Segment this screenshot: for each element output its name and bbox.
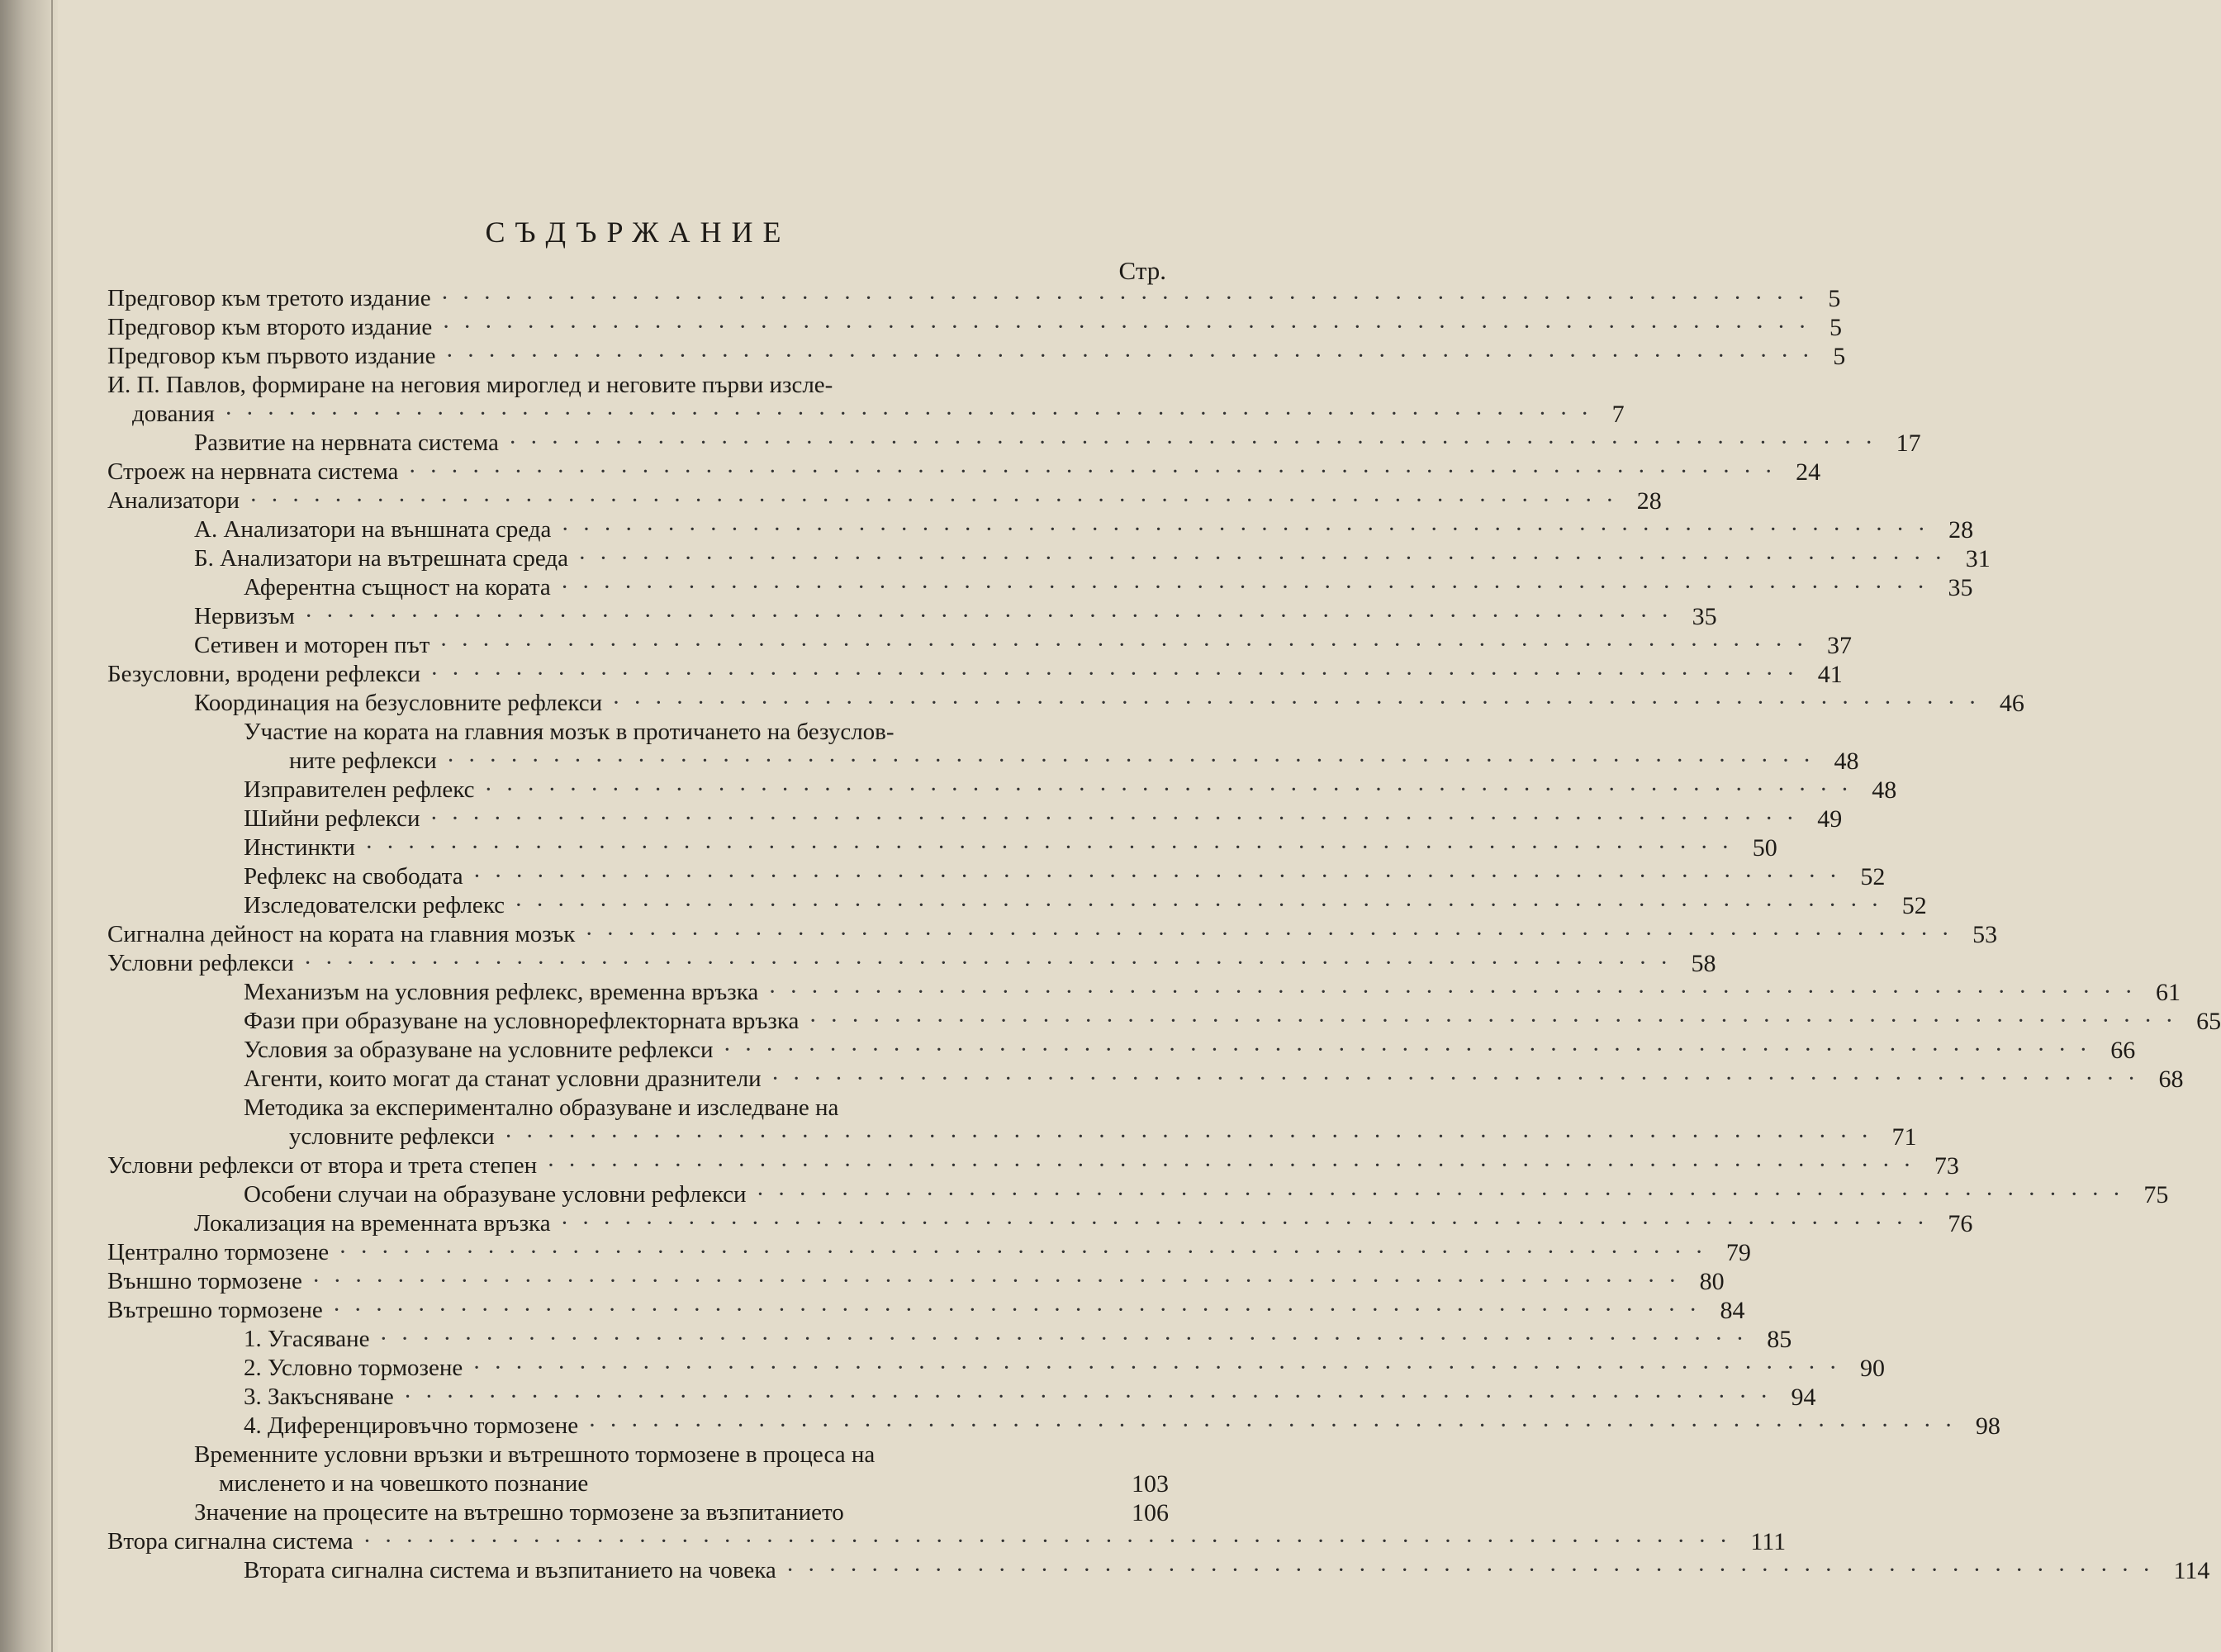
toc-entry-title: Б. Анализатори на вътрешната среда: [194, 545, 568, 572]
toc-entry-page: 28: [1948, 516, 1974, 544]
toc-entry-title: Предговор към второто издание: [107, 314, 433, 340]
toc-entry-page: 49: [1817, 805, 1843, 833]
toc-entry-page: 41: [1817, 661, 1843, 688]
toc-entry-page: 5: [1828, 285, 1841, 312]
toc-entry-title: Предговор към третото издание: [107, 285, 431, 311]
toc-entry: [107, 776, 1897, 805]
toc-entry-title: Нервизъм: [194, 603, 295, 629]
toc-entry: [107, 1180, 2169, 1209]
toc-entry-title: Строеж на нервната система: [107, 458, 399, 485]
toc-entry-page: 68: [2158, 1066, 2184, 1093]
toc-entry: [107, 1527, 1787, 1556]
dot-leader: ·································································: [560, 574, 1939, 601]
toc-entry: [107, 1325, 1792, 1354]
toc-entry: [107, 602, 1717, 631]
dot-leader: ·································································: [363, 1528, 1741, 1555]
toc-entry: [107, 1065, 2184, 1094]
toc-entry-page: 35: [1692, 603, 1717, 630]
toc-entry-title: Временните условни връзки и вътрешното тормозене в процеса на: [194, 1441, 876, 1468]
dot-leader: ·································································: [561, 516, 1939, 543]
dot-leader: ·································································: [723, 1037, 2101, 1063]
dot-leader: ·································································: [429, 805, 1808, 832]
dot-leader: ·································································: [379, 1326, 1758, 1352]
page-fold-line: [51, 0, 53, 1652]
dot-leader: ·································································: [515, 892, 1892, 919]
toc-entry-page: 48: [1872, 776, 1897, 804]
toc-entry: [107, 891, 1927, 920]
toc-entry-title: Участие на кората на главния мозък в протичането на безуслов-: [244, 719, 895, 745]
dot-leader: ·································································: [439, 632, 1818, 658]
toc-entry-page: 58: [1691, 950, 1716, 977]
toc-entry: [107, 1007, 2221, 1036]
toc-entry-page: 111: [1750, 1528, 1787, 1555]
toc-entry-title: Механизъм на условния рефлекс, временна връзка: [244, 979, 759, 1005]
dot-leader: ·································································: [332, 1297, 1711, 1323]
toc-entry-title: Условни рефлекси от втора и трета степен: [107, 1152, 538, 1179]
dot-leader: ·································································: [303, 950, 1682, 976]
toc-entry: [107, 1383, 1816, 1412]
dot-leader: ·································································: [588, 1412, 1966, 1439]
toc-entry: [107, 862, 1886, 891]
toc-entry-title: Фази при образуване на условнорефлекторната връзка: [244, 1008, 800, 1034]
toc-entry-title: 2. Условно тормозене: [244, 1355, 463, 1381]
toc-entry-page: 114: [2173, 1557, 2210, 1584]
toc-entry: [107, 1354, 1886, 1383]
toc-entry-title: Локализация на временната връзка: [194, 1210, 551, 1237]
dot-leader: ·································································: [311, 1268, 1690, 1294]
toc-entry: [107, 689, 2024, 718]
toc-entry-page: 35: [1948, 574, 1973, 601]
toc-entry: [107, 313, 1842, 342]
dot-leader: ·································································: [304, 603, 1682, 629]
toc-entry: [107, 1036, 2136, 1065]
toc-entry: [107, 805, 1843, 833]
dot-leader: ·································································: [442, 314, 1820, 340]
toc-entry-title: Втора сигнална система: [107, 1528, 354, 1555]
toc-entry-title: Условни рефлекси: [107, 950, 294, 976]
dot-leader: ·································································: [224, 401, 1602, 427]
dot-leader: ·································································: [429, 661, 1808, 687]
toc-entry-title: Предговор към първото издание: [107, 343, 436, 369]
page-column-label: Стр.: [1118, 256, 1166, 285]
toc-entry-title: Сетивен и моторен път: [194, 632, 430, 658]
dot-leader: ·································································: [785, 1557, 2164, 1583]
toc-entry-title: Условия за образуване на условните рефлекси: [244, 1037, 714, 1063]
toc-entry-title: Втората сигнална система и възпитанието на човека: [244, 1557, 776, 1583]
toc-entry-page: 76: [1948, 1210, 1973, 1237]
toc-entry-title: Агенти, които могат да станат условни дразнители: [244, 1066, 762, 1092]
toc-entry-title: Особени случаи на образуване условни рефлекси: [244, 1181, 747, 1208]
toc-entry-page: 79: [1725, 1239, 1751, 1266]
toc-entry-page: 85: [1767, 1326, 1792, 1353]
dot-leader: ·································································: [403, 1384, 1782, 1410]
toc-entry-title: 3. Закъсняване: [244, 1384, 394, 1410]
toc-entry-title: Изследователски рефлекс: [244, 892, 505, 919]
toc-entry-title-cont: ните рефлекси: [289, 748, 437, 774]
toc-entry-title: Централно тормозене: [107, 1239, 330, 1265]
contents-heading: СЪДЪРЖАНИЕ: [485, 216, 791, 249]
toc-entry-page: 48: [1834, 748, 1859, 775]
toc-entry-page: 103: [1132, 1470, 1169, 1498]
dot-leader: ·································································: [508, 430, 1886, 456]
toc-list: [107, 284, 2221, 1585]
dot-leader: ·································································: [585, 921, 1963, 947]
dot-leader: ·································································: [249, 487, 1627, 514]
toc-entry-title: Развитие на нервната система: [194, 430, 499, 456]
dot-leader: ·································································: [440, 285, 1819, 311]
dot-leader: ·································································: [446, 748, 1825, 774]
toc-entry: [107, 429, 1921, 458]
dot-leader: ·································································: [472, 1355, 1851, 1381]
toc-entry-page: 71: [1891, 1123, 1917, 1151]
toc-entry-page: 53: [1972, 921, 1998, 948]
toc-entry-page: 61: [2156, 979, 2181, 1006]
toc-entry-page: 73: [1934, 1152, 1959, 1180]
toc-entry: [107, 458, 1821, 487]
toc-entry-page: 90: [1860, 1355, 1886, 1382]
toc-entry-title: Шийни рефлекси: [244, 805, 420, 832]
toc-entry: [107, 284, 1841, 313]
dot-leader: ·································································: [408, 458, 1787, 485]
dot-leader: ·································································: [472, 863, 1851, 890]
dot-leader: ·································································: [756, 1181, 2134, 1208]
toc-entry-page: 52: [1901, 892, 1927, 919]
toc-entry: [107, 544, 1991, 573]
dot-leader: ·································································: [809, 1008, 2187, 1034]
toc-entry-page: 98: [1975, 1412, 2000, 1440]
toc-entry-title: Аферентна същност на кората: [244, 574, 551, 601]
dot-leader: ·································································: [484, 776, 1863, 803]
toc-entry-page: 66: [2110, 1037, 2136, 1064]
toc-entry-page: 24: [1796, 458, 1821, 486]
toc-entry: [107, 342, 1846, 371]
dot-leader: ·································································: [339, 1239, 1716, 1265]
toc-entry-page: 5: [1829, 314, 1842, 341]
toc-entry: [107, 1151, 1959, 1180]
toc-entry-title: А. Анализатори на външната среда: [194, 516, 552, 543]
toc-entry-title: 1. Угасяване: [244, 1326, 370, 1352]
toc-entry: [107, 1238, 1751, 1267]
toc-entry-page: 52: [1860, 863, 1886, 890]
toc-entry-title: Сигнална дейност на кората на главния мозък: [107, 921, 576, 947]
toc-entry-title: 4. Диференцировъчно тормозене: [244, 1412, 579, 1439]
toc-entry: [107, 573, 1973, 602]
toc-entry-page: 94: [1791, 1384, 1816, 1411]
toc-entry: [107, 660, 1843, 689]
toc-entry-page: 5: [1833, 343, 1846, 370]
toc-entry-page: 75: [2143, 1181, 2169, 1208]
toc-entry-page: 84: [1720, 1297, 1745, 1324]
book-gutter-shadow: [0, 0, 58, 1652]
toc-entry: [107, 1412, 2000, 1441]
dot-leader: ·································································: [364, 834, 1743, 861]
toc-entry-title: Външно тормозене: [107, 1268, 302, 1294]
toc-entry-title: Координация на безусловните рефлекси: [194, 690, 603, 716]
toc-entry: [107, 1094, 1917, 1151]
toc-entry-page: 17: [1896, 430, 1921, 457]
toc-entry: [107, 515, 1974, 544]
toc-entry: [107, 718, 1859, 776]
toc-entry-page: 50: [1752, 834, 1777, 862]
toc-entry-title: Безусловни, вродени рефлекси: [107, 661, 420, 687]
toc-entry-title: Анализатори: [107, 487, 240, 514]
toc-entry: [107, 949, 1716, 978]
contents-page: [107, 215, 2221, 1585]
dot-leader: ·································································: [771, 1066, 2149, 1092]
toc-entry-page: 7: [1611, 401, 1625, 428]
dot-leader: ·································································: [612, 690, 1990, 716]
toc-entry: [107, 1209, 1973, 1238]
toc-entry-page: 46: [1999, 690, 2024, 717]
dot-leader: ·································································: [768, 979, 2147, 1005]
dot-leader: ·································································: [445, 343, 1824, 369]
toc-entry: [107, 631, 1853, 660]
toc-entry: [107, 487, 1662, 515]
toc-entry-page: 106: [1132, 1499, 1169, 1526]
toc-entry-page: 80: [1699, 1268, 1725, 1295]
toc-entry: [107, 833, 1777, 862]
toc-entry-page: 65: [2196, 1008, 2221, 1035]
toc-entry-title: Инстинкти: [244, 834, 355, 861]
toc-entry: [107, 1498, 1169, 1527]
toc-entry-page: 28: [1636, 487, 1662, 515]
toc-entry-title-cont: мисленето и на човешкото познание: [219, 1470, 589, 1497]
dot-leader: ·································································: [547, 1152, 1924, 1179]
dot-leader: ·································································: [560, 1210, 1939, 1237]
toc-entry: [107, 1441, 1169, 1498]
toc-entry-page: 31: [1965, 545, 1991, 572]
toc-entry-title: Изправителен рефлекс: [244, 776, 475, 803]
toc-entry-title: И. П. Павлов, формиране на неговия мироглед и неговите първи изсле-: [107, 372, 833, 398]
toc-entry: [107, 978, 2181, 1007]
toc-entry-title-cont: условните рефлекси: [289, 1123, 495, 1150]
toc-entry: [107, 1267, 1725, 1296]
toc-entry-title: Значение на процесите на вътрешно тормозене за възпитанието: [194, 1499, 844, 1526]
toc-entry: [107, 371, 1625, 429]
toc-entry-title: Методика за експериментално образуване и изследване на: [244, 1094, 839, 1121]
dot-leader: ·································································: [504, 1123, 1882, 1150]
dot-leader: ·································································: [577, 545, 1956, 572]
toc-entry: [107, 920, 1998, 949]
toc-entry: [107, 1296, 1745, 1325]
toc-entry: [107, 1556, 2210, 1585]
toc-entry-title: Рефлекс на свободата: [244, 863, 463, 890]
toc-entry-page: 37: [1827, 632, 1853, 659]
toc-entry-title: Вътрешно тормозене: [107, 1297, 323, 1323]
toc-entry-title-cont: дования: [132, 401, 215, 427]
